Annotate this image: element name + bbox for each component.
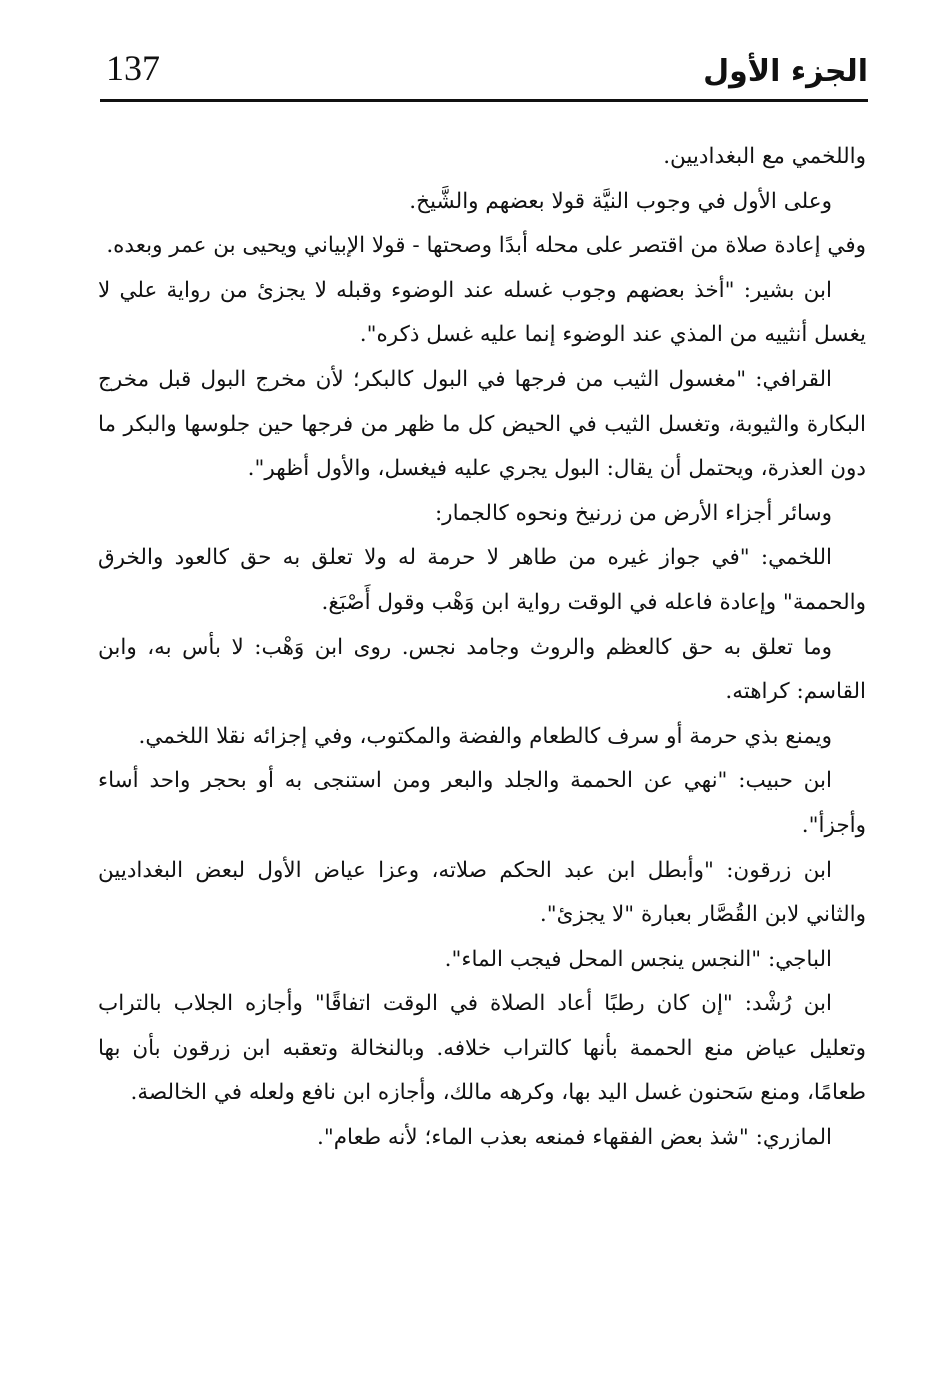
running-head: الجزء الأول xyxy=(703,54,868,89)
paragraph: وفي إعادة صلاة من اقتصر على محله أبدًا وصحتها - قولا الإبياني ويحيى بن عمر وبعده. xyxy=(106,233,866,259)
page-header xyxy=(100,40,868,100)
page-number: 137 xyxy=(106,48,160,88)
paragraph: ابن رُشْد: "إن كان رطبًا أعاد الصلاة في الوقت اتفاقًا" وأجازه الجلاب بالتراب وتعليل عياض منع الحممة بأنها كالتراب خلافه. وبالنخالة وتعقبه ابن زرقون بأن بها طعامًا، ومنع سَحنون غسل اليد بها، وكرهه مالك، وأجازه ابن نافع ولعله في الخالصة. xyxy=(98,991,866,1106)
paragraph: الباجي: "النجس ينجس المحل فيجب الماء". xyxy=(444,946,832,972)
header-rule xyxy=(100,99,868,102)
paragraph: ويمنع بذي حرمة أو سرف كالطعام والفضة والمكتوب، وفي إجزائه نقلا اللخمي. xyxy=(138,723,832,749)
paragraph: المازري: "شذ بعض الفقهاء فمنعه بعذب الماء؛ لأنه طعام". xyxy=(316,1125,832,1151)
paragraph: ابن زرقون: "وأبطل ابن عبد الحكم صلاته، وعزا عياض الأول لبعض البغداديين والثاني لابن القُصَّار بعبارة "لا يجزئ". xyxy=(98,857,866,928)
paragraph: القرافي: "مغسول الثيب من فرجها في البول كالبكر؛ لأن مخرج البول قبل مخرج البكارة والثيوبة، وتغسل الثيب في الحيض كل ما ظهر من فرجها حين جلوسها والبكر ما دون العذرة، ويحتمل أن يقال: البول يجري عليه فيغسل، والأول أظهر". xyxy=(98,366,866,482)
paragraph: واللخمي مع البغداديين. xyxy=(663,144,866,169)
paragraph: ابن حبيب: "نهي عن الحممة والجلد والبعر ومن استنجى به أو بحجر واحد أساء وأجزأ". xyxy=(98,768,866,838)
paragraph: وما تعلق به حق كالعظم والروث وجامد نجس. روى ابن وَهْب: لا بأس به، وابن القاسم: كراهته. xyxy=(98,634,866,705)
paragraph: وعلى الأول في وجوب النيَّة قولا بعضهم والشَّيخ. xyxy=(409,188,832,214)
body-text xyxy=(98,135,866,1161)
paragraph: اللخمي: "في جواز غيره من طاهر لا حرمة له ولا تعلق به حق كالعود والخرق والحممة" وإعادة فاعله في الوقت رواية ابن وَهْب وقول أَصْبَغ. xyxy=(98,545,866,615)
paragraph: ابن بشير: "أخذ بعضهم وجوب غسله عند الوضوء وقبله لا يجزئ من رواية علي لا يغسل أنثييه من المذي عند الوضوء إنما عليه غسل ذكره". xyxy=(98,277,866,348)
paragraph: وسائر أجزاء الأرض من زرنيخ ونحوه كالجمار: xyxy=(434,500,832,526)
